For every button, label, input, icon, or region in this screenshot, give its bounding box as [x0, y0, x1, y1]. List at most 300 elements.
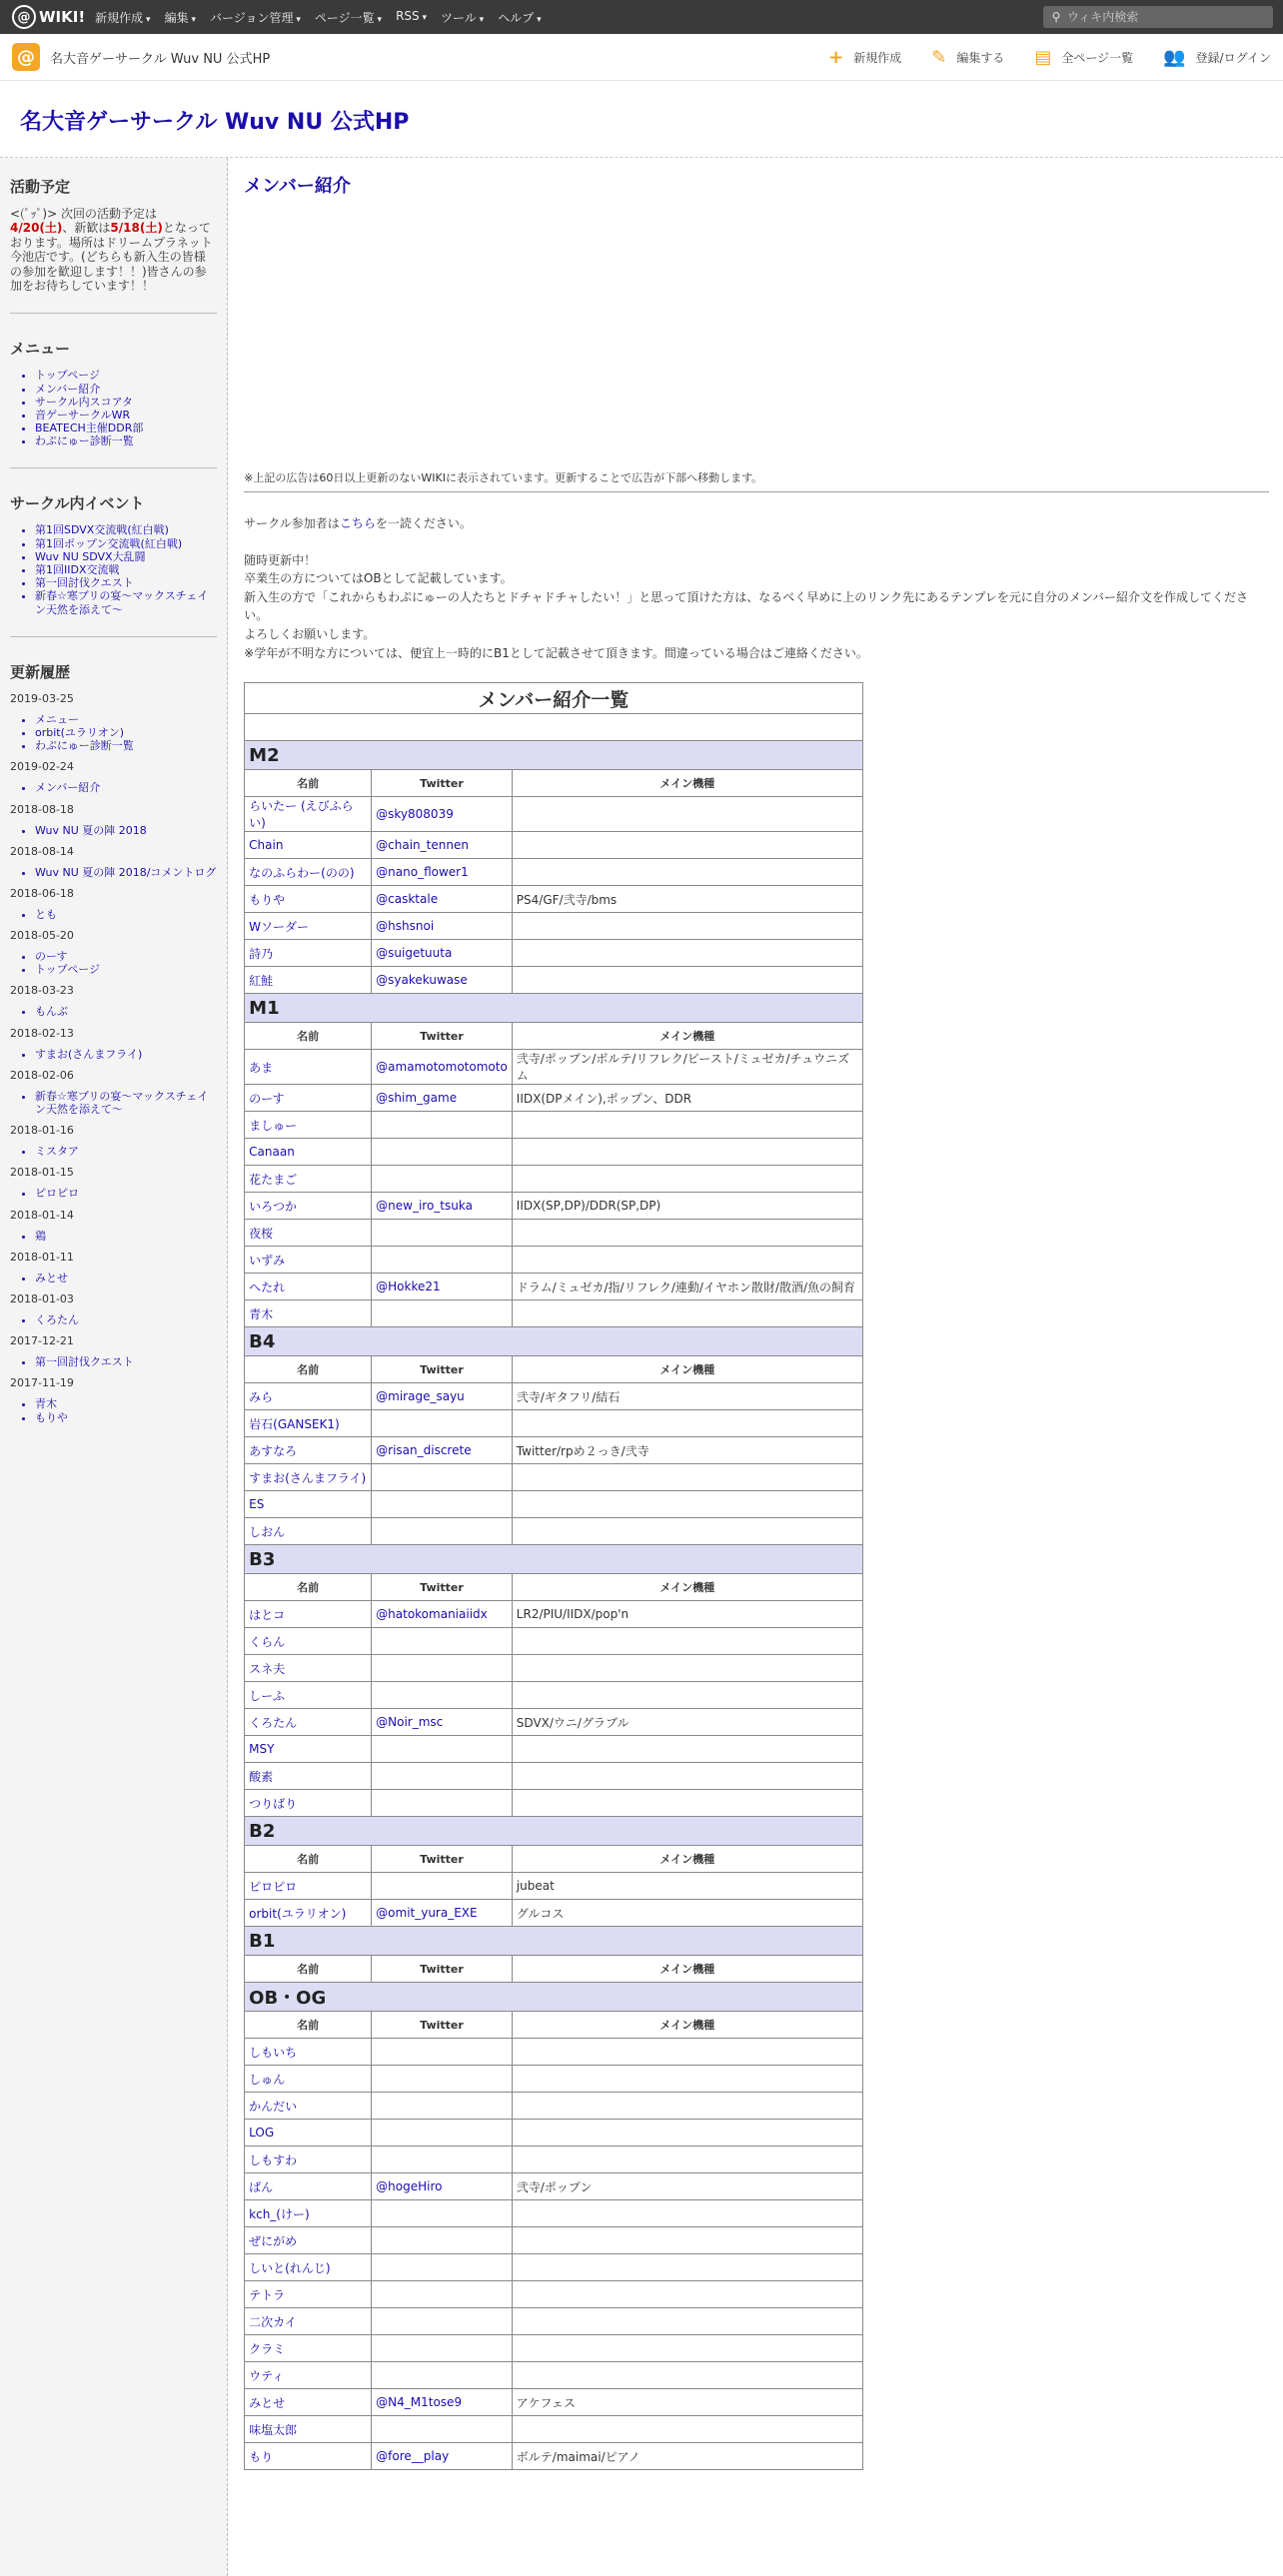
join-text [244, 514, 1269, 533]
member-name[interactable]: 岩石(GANSEK1) [245, 1410, 372, 1437]
member-main-game [512, 1410, 862, 1437]
member-twitter [372, 2227, 513, 2254]
member-name[interactable]: つりばり [245, 1790, 372, 1817]
header-row [245, 1356, 863, 1383]
recent-list [35, 1355, 217, 1368]
page-title[interactable]: メンバー紹介 [244, 176, 351, 197]
member-name[interactable]: しーふ [245, 1682, 372, 1709]
group-row [245, 1545, 863, 1574]
member-name[interactable]: あすなろ [245, 1437, 372, 1464]
member-name[interactable]: テトラ [245, 2281, 372, 2308]
column-header: Twitter [372, 1574, 513, 1601]
table-row [245, 2227, 863, 2254]
member-twitter [372, 2147, 513, 2173]
recent-list [35, 1090, 217, 1116]
member-main-game: PS4/GF/弐寺/bms [512, 886, 862, 913]
search-box[interactable] [1043, 6, 1273, 28]
table-row [245, 2389, 863, 2416]
recent-link[interactable]: • もりや [35, 1411, 217, 1424]
member-twitter[interactable]: @casktale [372, 886, 513, 913]
site-bar [0, 34, 1283, 81]
recent-link[interactable]: • 新春☆寒ブリの宴～マックスチェイン天然を添えて～ [35, 1090, 217, 1116]
activity-title: 活動予定 [10, 178, 71, 196]
member-twitter[interactable]: @amamotomotomoto [372, 1050, 513, 1085]
member-twitter [372, 1491, 513, 1518]
recent-date: 2018-01-16 [10, 1124, 74, 1138]
table-row [245, 1085, 863, 1112]
member-main-game [512, 2416, 862, 2443]
member-name[interactable]: ばん [245, 2173, 372, 2200]
member-name[interactable]: いずみ [245, 1247, 372, 1274]
recent-link[interactable]: • orbit(ユラリオン) [35, 726, 217, 739]
column-header: Twitter [372, 2012, 513, 2039]
member-main-game [512, 1682, 862, 1709]
member-name[interactable]: 酸素 [245, 1763, 372, 1790]
member-name[interactable]: クラミ [245, 2335, 372, 2362]
action-label: 全ページ一覧 [1061, 50, 1134, 65]
recent-date: 2018-03-23 [10, 984, 74, 998]
member-name[interactable]: Canaan [245, 1139, 372, 1166]
sidebar-link[interactable]: • 第一回討伐クエスト [35, 576, 217, 589]
member-main-game [512, 2308, 862, 2335]
recent-link[interactable]: • メンバー紹介 [35, 781, 217, 794]
member-name[interactable]: ましゅー [245, 1112, 372, 1139]
table-row [245, 1790, 863, 1817]
at-logo-icon: @ [12, 5, 36, 29]
table-row [245, 859, 863, 886]
member-main-game [512, 859, 862, 886]
top-menu-item[interactable]: 新規作成 ▾ [95, 9, 150, 26]
activity-date-1: 4/20(土) [10, 221, 63, 236]
table-spacer-row [245, 714, 863, 741]
member-twitter [372, 1166, 513, 1193]
recent-link[interactable]: • 第一回討伐クエスト [35, 1355, 217, 1368]
sidebar-link[interactable]: • Wuv NU SDVX大乱闘 [35, 550, 217, 563]
member-name[interactable]: くらん [245, 1628, 372, 1655]
member-main-game [512, 1112, 862, 1139]
member-twitter[interactable]: @mirage_sayu [372, 1383, 513, 1410]
action-user-add[interactable] [1163, 47, 1271, 68]
member-main-game [512, 1300, 862, 1327]
table-row [245, 967, 863, 994]
member-main-game: LR2/PIU/IIDX/pop'n [512, 1601, 862, 1628]
member-name[interactable]: かんだい [245, 2093, 372, 2120]
top-menu-item[interactable]: ツール ▾ [441, 9, 484, 26]
member-twitter [372, 2416, 513, 2443]
member-name[interactable]: なのふらわー(のの) [245, 859, 372, 886]
table-row [245, 1383, 863, 1410]
column-header: Twitter [372, 1356, 513, 1383]
intro-line: 随時更新中！ [244, 552, 317, 567]
member-name[interactable]: スネ夫 [245, 1655, 372, 1682]
table-row [245, 1736, 863, 1763]
sidebar-link[interactable]: • 新春☆寒ブリの宴～マックスチェイン天然を添えて～ [35, 589, 217, 615]
member-twitter [372, 1873, 513, 1900]
table-row [245, 2443, 863, 2470]
recent-date: 2018-05-20 [10, 929, 74, 943]
member-twitter[interactable]: @new_iro_tsuka [372, 1193, 513, 1220]
member-main-game [512, 2200, 862, 2227]
member-name[interactable]: しゅん [245, 2066, 372, 2093]
join-pre: サークル参加者は [244, 516, 340, 530]
events-title: サークル内イベント [10, 494, 145, 513]
recent-list [35, 781, 217, 794]
top-menu [95, 9, 555, 26]
ad-note: ※上記の広告は60日以上更新のないWIKIに表示されています。更新することで広告が下部へ移動します。 [244, 469, 1269, 492]
member-name[interactable]: 紅鮭 [245, 967, 372, 994]
recent-date: 2018-08-18 [10, 802, 74, 816]
sidebar-link[interactable]: • 第1回SDVX交流戦(紅白戦) [35, 523, 217, 536]
recent-list [35, 713, 217, 753]
table-row [245, 1437, 863, 1464]
member-main-game: アケフェス [512, 2389, 862, 2416]
column-header: 名前 [245, 2012, 372, 2039]
intro-line: 卒業生の方についてはOBとして記載しています。 [244, 571, 513, 586]
recent-link[interactable]: • Wuv NU 夏の陣 2018/コメントログ [35, 866, 217, 879]
member-name[interactable]: しもいち [245, 2039, 372, 2066]
recent-link[interactable]: • すまお(さんまフライ) [35, 1048, 217, 1061]
sidebar-link[interactable]: • BEATECH主催DDR部 [35, 422, 217, 434]
table-row [245, 2120, 863, 2147]
member-name[interactable]: ウティ [245, 2362, 372, 2389]
member-name[interactable]: へたれ [245, 1274, 372, 1300]
site-actions [798, 47, 1271, 68]
member-twitter[interactable]: @syakekuwase [372, 967, 513, 994]
sidebar-link[interactable]: • サークル内スコアタ [35, 396, 217, 409]
divider [10, 313, 217, 314]
search-icon: ⚲ [1051, 10, 1061, 24]
table-row [245, 2066, 863, 2093]
member-main-game [512, 913, 862, 940]
recent-link[interactable]: • 青木 [35, 1397, 217, 1410]
member-twitter [372, 1464, 513, 1491]
recent-link[interactable]: • 鶏 [35, 1230, 217, 1243]
recent-date: 2018-06-18 [10, 886, 74, 900]
table-row [245, 1655, 863, 1682]
page-list-icon: ▤ [1034, 46, 1052, 68]
recent-link[interactable]: • みとせ [35, 1272, 217, 1285]
column-header: メイン機種 [512, 1356, 862, 1383]
recent-list [35, 1048, 217, 1061]
member-name[interactable]: のーす [245, 1085, 372, 1112]
member-name[interactable]: 夜桜 [245, 1220, 372, 1247]
recent-title: 更新履歴 [10, 662, 71, 681]
top-menu-item[interactable]: 編集 ▾ [165, 9, 196, 26]
action-label: 新規作成 [853, 50, 902, 65]
member-twitter[interactable]: @Hokke21 [372, 1274, 513, 1300]
search-input[interactable] [1065, 9, 1264, 25]
intro [244, 514, 1269, 662]
member-twitter [372, 1220, 513, 1247]
group-row [245, 1817, 863, 1846]
member-name[interactable]: すまお(さんまフライ) [245, 1464, 372, 1491]
recent-link[interactable]: • トップページ [35, 963, 217, 976]
page-header [0, 81, 1283, 158]
recent-date: 2019-02-24 [10, 760, 74, 774]
member-twitter[interactable]: @nano_flower1 [372, 859, 513, 886]
table-row [245, 913, 863, 940]
member-name[interactable]: ぜにがめ [245, 2227, 372, 2254]
member-main-game: 弐寺/ポップン [512, 2173, 862, 2200]
member-twitter [372, 2093, 513, 2120]
sidebar-link[interactable]: • トップページ [35, 369, 217, 382]
recent-list [35, 1272, 217, 1285]
member-twitter[interactable]: @shim_game [372, 1085, 513, 1112]
table-row [245, 1601, 863, 1628]
member-name[interactable]: しいと(れんじ) [245, 2254, 372, 2281]
header-row [245, 1956, 863, 1983]
member-main-game [512, 1655, 862, 1682]
member-main-game [512, 832, 862, 859]
member-twitter [372, 2200, 513, 2227]
member-name[interactable]: いろつか [245, 1193, 372, 1220]
member-twitter[interactable]: @hogeHiro [372, 2173, 513, 2200]
table-row [245, 1193, 863, 1220]
recent-link[interactable]: • くろたん [35, 1313, 217, 1326]
member-twitter[interactable]: @hatokomaniaiidx [372, 1601, 513, 1628]
table-row [245, 1166, 863, 1193]
group-row [245, 1983, 863, 2012]
sidebar-link[interactable]: • メンバー紹介 [35, 383, 217, 396]
recent-date: 2018-08-14 [10, 844, 74, 858]
recent-link[interactable]: • とも [35, 908, 217, 921]
global-toolbar [0, 0, 1283, 34]
table-row [245, 1300, 863, 1327]
group-name: B1 [245, 1927, 863, 1956]
recent-list [35, 824, 217, 837]
divider [10, 467, 217, 468]
member-name[interactable]: kch_(けー) [245, 2200, 372, 2227]
member-twitter [372, 1410, 513, 1437]
member-main-game [512, 1628, 862, 1655]
action-pencil[interactable] [931, 47, 1004, 68]
activity-text-3: となっております。場所はドリームプラネット今池店です。(どちらも新入生の皆様の参加を歓迎します！！)皆さんの参加をお待ちしています！！ [10, 221, 213, 293]
column-header: メイン機種 [512, 1956, 862, 1983]
group-name: OB・OG [245, 1983, 863, 2012]
member-twitter[interactable]: @chain_tennen [372, 832, 513, 859]
member-name[interactable]: しもすわ [245, 2147, 372, 2173]
member-main-game [512, 1247, 862, 1274]
header-row [245, 770, 863, 797]
action-label: 登録/ログイン [1195, 50, 1271, 65]
column-header: メイン機種 [512, 1023, 862, 1050]
recent-date: 2018-01-14 [10, 1208, 74, 1222]
member-name[interactable]: らいたー (えびふらい) [245, 797, 372, 832]
recent-link[interactable]: • のーす [35, 950, 217, 963]
user-add-icon: 👥 [1163, 46, 1186, 68]
sidebar [0, 158, 228, 2576]
table-row [245, 2335, 863, 2362]
join-link[interactable]: こちら [339, 516, 376, 530]
table-row [245, 2281, 863, 2308]
main-content [228, 158, 1283, 2576]
member-main-game [512, 2120, 862, 2147]
header-row [245, 1846, 863, 1873]
page-header-title[interactable]: 名大音ゲーサークル Wuv NU 公式HP [20, 110, 410, 135]
member-name[interactable]: しおん [245, 1518, 372, 1545]
member-twitter [372, 2281, 513, 2308]
table-row [245, 1220, 863, 1247]
member-name[interactable]: あま [245, 1050, 372, 1085]
top-menu-item[interactable]: RSS ▾ [396, 9, 427, 26]
site-logo-icon[interactable]: @ [12, 43, 40, 71]
recent-list [35, 1313, 217, 1326]
sidebar-link[interactable]: • 第1回IIDX交流戦 [35, 563, 217, 576]
member-main-game: 弐寺/ポップン/ボルテ/リフレク/ビースト/ミュゼカ/チュウニズム [512, 1050, 862, 1085]
table-row [245, 2416, 863, 2443]
group-name: B3 [245, 1545, 863, 1574]
member-name[interactable]: Chain [245, 832, 372, 859]
column-header: メイン機種 [512, 2012, 862, 2039]
table-row [245, 1464, 863, 1491]
member-main-game [512, 2066, 862, 2093]
table-row [245, 1050, 863, 1085]
table-row [245, 2362, 863, 2389]
pencil-icon: ✎ [931, 46, 947, 68]
table-row [245, 2173, 863, 2200]
events-list [35, 523, 217, 615]
menu-title: メニュー [10, 340, 71, 359]
member-main-game: グルコス [512, 1900, 862, 1927]
recent-date: 2018-01-11 [10, 1250, 74, 1264]
recent-date: 2017-11-19 [10, 1376, 74, 1390]
member-name[interactable]: 青木 [245, 1300, 372, 1327]
member-main-game: 弐寺/ギタフリ/結石 [512, 1383, 862, 1410]
member-name[interactable]: 詩乃 [245, 940, 372, 967]
member-name[interactable]: 二次カイ [245, 2308, 372, 2335]
recent-link[interactable]: • もんぶ [35, 1005, 217, 1018]
header-row [245, 2012, 863, 2039]
member-twitter [372, 2362, 513, 2389]
column-header: 名前 [245, 770, 372, 797]
recent-date: 2018-01-15 [10, 1166, 74, 1180]
wiki-logo[interactable] [12, 5, 85, 29]
recent-link[interactable]: • わぷにゅー診断一覧 [35, 739, 217, 752]
member-twitter[interactable]: @omit_yura_EXE [372, 1900, 513, 1927]
member-twitter[interactable]: @Noir_msc [372, 1709, 513, 1736]
member-main-game [512, 1736, 862, 1763]
member-twitter[interactable]: @sky808039 [372, 797, 513, 832]
action-page-list[interactable] [1034, 47, 1133, 68]
group-row [245, 994, 863, 1023]
recent-list [35, 1397, 217, 1423]
top-menu-item[interactable]: ヘルプ ▾ [498, 9, 541, 26]
member-name[interactable]: みとせ [245, 2389, 372, 2416]
sidebar-link[interactable]: • 音ゲーサークルWR [35, 409, 217, 422]
member-name[interactable]: 花たまご [245, 1166, 372, 1193]
member-twitter [372, 2039, 513, 2066]
action-plus[interactable] [828, 47, 901, 68]
site-name[interactable]: 名大音ゲーサークル Wuv NU 公式HP [50, 51, 271, 67]
table-row [245, 1247, 863, 1274]
member-table [244, 682, 863, 2470]
member-name[interactable]: ピロピロ [245, 1873, 372, 1900]
member-main-game [512, 1139, 862, 1166]
member-main-game [512, 2227, 862, 2254]
column-header: Twitter [372, 1846, 513, 1873]
member-main-game [512, 1166, 862, 1193]
member-twitter[interactable]: @N4_M1tose9 [372, 2389, 513, 2416]
member-twitter[interactable]: @risan_discrete [372, 1437, 513, 1464]
join-post: を一読ください。 [375, 516, 472, 530]
intro-line: 新入生の方で「これからもわぷにゅーの人たちとドチャドチャしたい！」と思って頂けた方は、なるべく早めに上のリンク先にあるテンプレを元に自分のメンバー紹介文を作成してください。 [244, 589, 1249, 623]
table-row [245, 1274, 863, 1300]
member-name[interactable]: もり [245, 2443, 372, 2470]
member-main-game [512, 2281, 862, 2308]
recent-date: 2018-02-06 [10, 1068, 74, 1082]
divider [10, 636, 217, 637]
member-name[interactable]: MSY [245, 1736, 372, 1763]
column-header: 名前 [245, 1356, 372, 1383]
table-row [245, 2147, 863, 2173]
sidebar-link[interactable]: • わぷにゅー診断一覧 [35, 434, 217, 447]
sidebar-link[interactable]: • 第1回ポップン交流戦(紅白戦) [35, 537, 217, 550]
intro-line: ※学年が不明な方については、便宜上一時的にB1として記載させて頂きます。間違っている場合はご連絡ください。 [244, 645, 868, 660]
wiki-logo-text: WIKI! [39, 8, 86, 26]
group-name: M1 [245, 994, 863, 1023]
recent-link[interactable]: • Wuv NU 夏の陣 2018 [35, 824, 217, 837]
recent-link[interactable]: • ミスタア [35, 1145, 217, 1158]
table-row [245, 1628, 863, 1655]
table-row [245, 940, 863, 967]
recent-list [35, 1145, 217, 1158]
member-name[interactable]: もりや [245, 886, 372, 913]
recent-date: 2017-12-21 [10, 1334, 74, 1348]
member-main-game: Twitter/rpめ２っき/弐寺 [512, 1437, 862, 1464]
member-twitter [372, 1655, 513, 1682]
table-row [245, 1682, 863, 1709]
member-twitter [372, 2335, 513, 2362]
group-name: B4 [245, 1327, 863, 1356]
member-name[interactable]: 味塩太郎 [245, 2416, 372, 2443]
activity-text-1: <(ﾟｯﾟ)> 次回の活動予定は [10, 207, 157, 221]
member-main-game [512, 1763, 862, 1790]
member-twitter[interactable]: @hshsnoi [372, 913, 513, 940]
top-menu-item[interactable]: ページ一覧 ▾ [315, 9, 382, 26]
intro-lines [244, 551, 1269, 663]
recent-list [35, 950, 217, 976]
member-name[interactable]: くろたん [245, 1709, 372, 1736]
member-name[interactable]: Wソーダー [245, 913, 372, 940]
recent-date: 2018-02-13 [10, 1026, 74, 1040]
member-name[interactable]: はとコ [245, 1601, 372, 1628]
recent-updates [10, 692, 217, 1424]
member-main-game [512, 967, 862, 994]
header-row [245, 1023, 863, 1050]
table-row [245, 2039, 863, 2066]
column-header: 名前 [245, 1956, 372, 1983]
column-header: Twitter [372, 1023, 513, 1050]
member-name[interactable]: みら [245, 1383, 372, 1410]
member-twitter [372, 1736, 513, 1763]
group-name: B2 [245, 1817, 863, 1846]
member-twitter [372, 2254, 513, 2281]
member-main-game [512, 2147, 862, 2173]
member-main-game [512, 2093, 862, 2120]
table-row [245, 1873, 863, 1900]
member-name[interactable]: ES [245, 1491, 372, 1518]
recent-link[interactable]: • メニュー [35, 713, 217, 726]
member-name[interactable]: LOG [245, 2120, 372, 2147]
top-menu-item[interactable]: バージョン管理 ▾ [210, 9, 301, 26]
member-twitter[interactable]: @fore__play [372, 2443, 513, 2470]
table-row [245, 797, 863, 832]
recent-date: 2018-01-03 [10, 1291, 74, 1305]
member-twitter[interactable]: @suigetuuta [372, 940, 513, 967]
member-name[interactable]: orbit(ユラリオン) [245, 1900, 372, 1927]
recent-link[interactable]: • ピロピロ [35, 1187, 217, 1200]
table-row [245, 1491, 863, 1518]
